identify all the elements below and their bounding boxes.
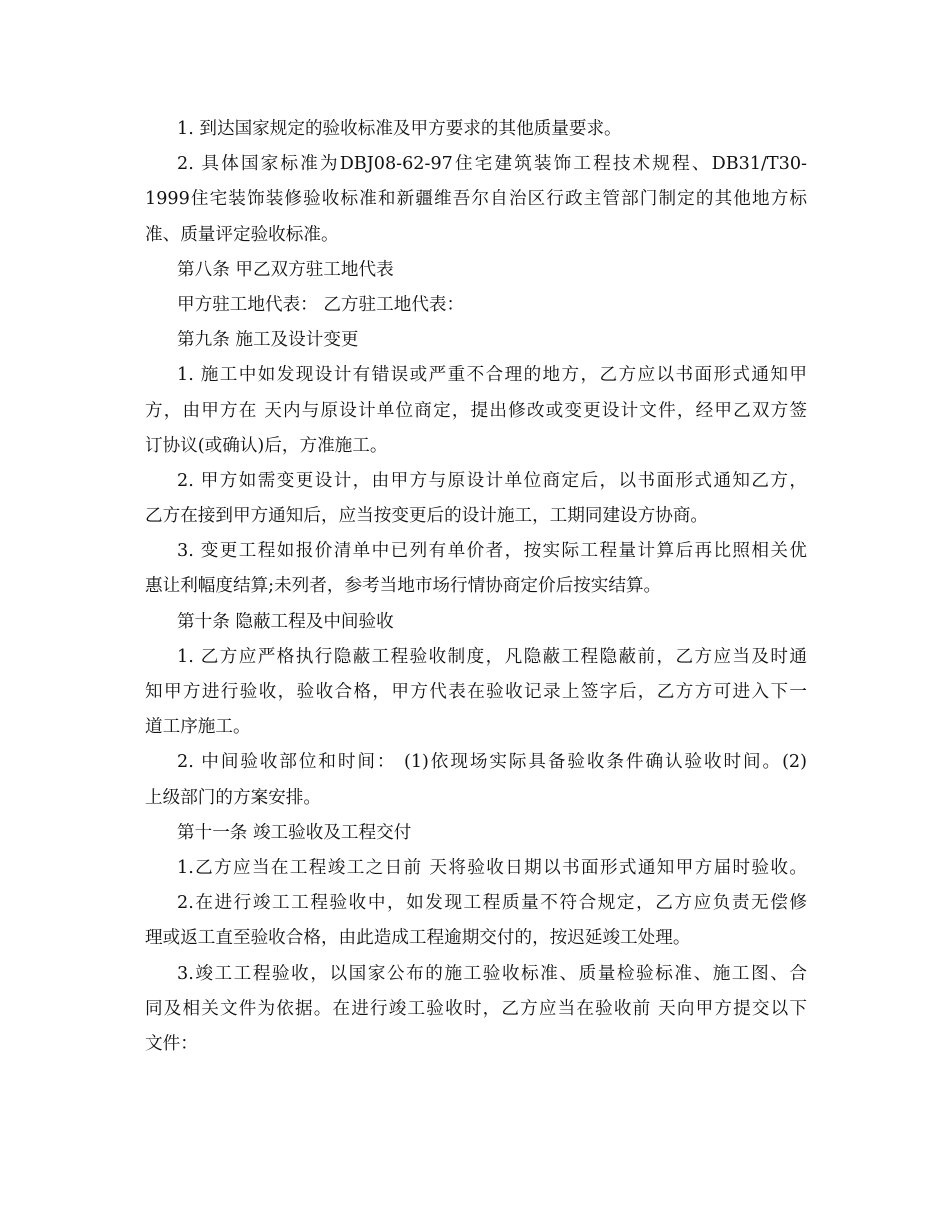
text-line: 准、质量评定验收标准。 (145, 224, 339, 245)
text-line: 第八条 甲乙双方驻工地代表 (177, 259, 394, 280)
text-line: 1. 乙方应严格执行隐蔽工程验收制度，凡隐蔽工程隐蔽前，乙方应当及时通 (177, 646, 807, 667)
text-line: 2. 具体国家标准为DBJ08-62-97住宅建筑装饰工程技术规程、DB31/T30- (177, 154, 807, 175)
text-line: 1.乙方应当在工程竣工之日前 天将验收日期以书面形式通知甲方届时验收。 (177, 857, 807, 878)
text-line: 文件： (145, 1033, 198, 1054)
text-line: 1. 到达国家规定的验收标准及甲方要求的其他质量要求。 (177, 119, 622, 139)
text-line: 甲方驻工地代表： 乙方驻工地代表： (177, 294, 465, 315)
text-line: 理或返工直至验收合格，由此造成工程逾期交付的，按迟延竣工处理。 (145, 928, 691, 949)
text-line: 2.在进行竣工工程验收中，如发现工程质量不符合规定，乙方应负责无偿修 (177, 893, 807, 914)
text-line: 上级部门的方案安排。 (145, 787, 321, 808)
text-line: 第十条 隐蔽工程及中间验收 (177, 611, 394, 632)
text-line: 3.竣工工程验收，以国家公布的施工验收标准、质量检验标准、施工图、合 (177, 963, 807, 984)
text-line: 订协议(或确认)后，方准施工。 (145, 435, 388, 456)
document-body (145, 112, 807, 1062)
text-line: 3. 变更工程如报价清单中已列有单价者，按实际工程量计算后再比照相关优 (177, 541, 807, 562)
text-line: 1999住宅装饰装修验收标准和新疆维吾尔自治区行政主管部门制定的其他地方标 (145, 189, 807, 210)
text-line: 道工序施工。 (145, 717, 251, 738)
text-line: 2. 中间验收部位和时间： (1)依现场实际具备验收条件确认验收时间。(2) (177, 752, 807, 773)
text-line: 同及相关文件为依据。在进行竣工验收时，乙方应当在验收前 天向甲方提交以下 (145, 998, 807, 1019)
text-line: 惠让利幅度结算;未列者，参考当地市场行情协商定价后按实结算。 (145, 576, 662, 597)
text-line: 2. 甲方如需变更设计，由甲方与原设计单位商定后，以书面形式通知乙方， (177, 470, 807, 491)
text-line: 乙方在接到甲方通知后，应当按变更后的设计施工，工期同建设方协商。 (145, 506, 709, 527)
text-line: 知甲方进行验收，验收合格，甲方代表在验收记录上签字后，乙方方可进入下一 (145, 682, 807, 702)
text-line: 1. 施工中如发现设计有错误或严重不合理的地方，乙方应以书面形式通知甲 (177, 365, 807, 386)
text-line: 第九条 施工及设计变更 (177, 330, 359, 351)
text-line: 第十一条 竣工验收及工程交付 (177, 822, 412, 843)
text-line: 方，由甲方在 天内与原设计单位商定，提出修改或变更设计文件，经甲乙双方签 (145, 400, 807, 421)
